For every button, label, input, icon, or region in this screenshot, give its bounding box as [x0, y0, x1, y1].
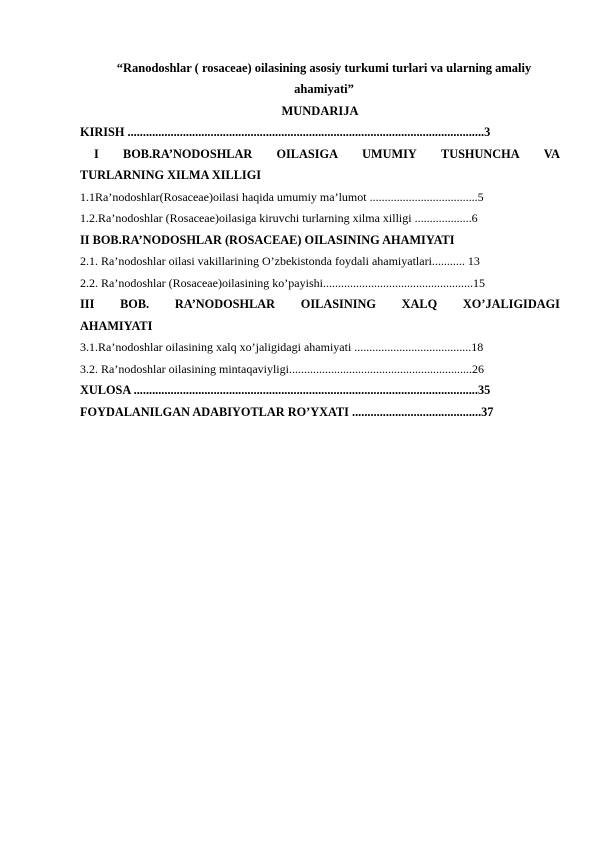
toc-chapter2: II BOB.RA’NODOSHLAR (ROSACEAE) OILASINING AHAMIYATI — [80, 232, 455, 247]
toc-chapter3-word: XO’JALIGIDAGI — [462, 297, 560, 311]
toc-entry-kirish: KIRISH ....................................................................................................................3 — [80, 125, 491, 139]
toc-section-1-2: 1.2.Ra’nodoshlar (Rosaceae)oilasiga kiruvchi turlarning xilma xilligi ...................6 — [80, 211, 478, 225]
toc-entry-adabiyotlar: FOYDALANILGAN ADABIYOTLAR RO’YXATI ..........................................37 — [80, 404, 494, 419]
toc-chapter3-word: BOB. — [120, 297, 150, 311]
toc-chapter1-word: TUSHUNCHA — [441, 146, 520, 161]
toc-section-2-1: 2.1. Ra’nodoshlar oilasi vakillarining O’zbekistonda foydali ahamiyatlari........... 13 — [80, 254, 480, 268]
toc-chapter3-word: OILASINING — [300, 297, 376, 311]
toc-chapter1-word: I — [94, 146, 99, 161]
toc-chapter1-word: OILASIGA — [276, 146, 338, 161]
toc-chapter1-word: BOB.RA’NODOSHLAR — [123, 146, 253, 161]
document-title-line1: “Ranodoshlar ( rosaceae) oilasining asosiy turkumi turlari va ularning amaliy — [116, 61, 532, 75]
toc-chapter3-word: RA’NODOSHLAR — [174, 297, 276, 311]
toc-chapter1-word: UMUMIY — [362, 146, 417, 161]
document-page — [80, 58, 560, 423]
toc-chapter1-line1 — [80, 144, 560, 166]
toc-chapter1-word: VA — [543, 146, 560, 161]
toc-chapter3-line1 — [80, 294, 560, 316]
contents-heading: MUNDARIJA — [281, 104, 359, 118]
toc-chapter3-line2: AHAMIYATI — [80, 318, 153, 333]
toc-section-1-1: 1.1Ra’nodoshlar(Rosaceae)oilasi haqida umumiy ma’lumot ....................................5 — [80, 189, 484, 204]
toc-section-2-2: 2.2. Ra’nodoshlar (Rosaceae)oilasining ko’payishi..................................................15 — [80, 275, 485, 290]
toc-chapter3-word: III — [80, 297, 95, 311]
toc-section-3-1: 3.1.Ra’nodoshlar oilasining xalq xo’jaligidagi ahamiyati .......................................18 — [80, 340, 484, 354]
toc-chapter3-word: XALQ — [401, 297, 438, 311]
document-title-line2: ahamiyati” — [294, 82, 354, 96]
toc-entry-xulosa: XULOSA ................................................................................................................35 — [80, 383, 491, 397]
toc-chapter1-line2: TURLARNING XILMA XILLIGI — [80, 168, 262, 182]
toc-section-3-2: 3.2. Ra’nodoshlar oilasining mintaqaviyligi.............................................................26 — [80, 361, 484, 376]
